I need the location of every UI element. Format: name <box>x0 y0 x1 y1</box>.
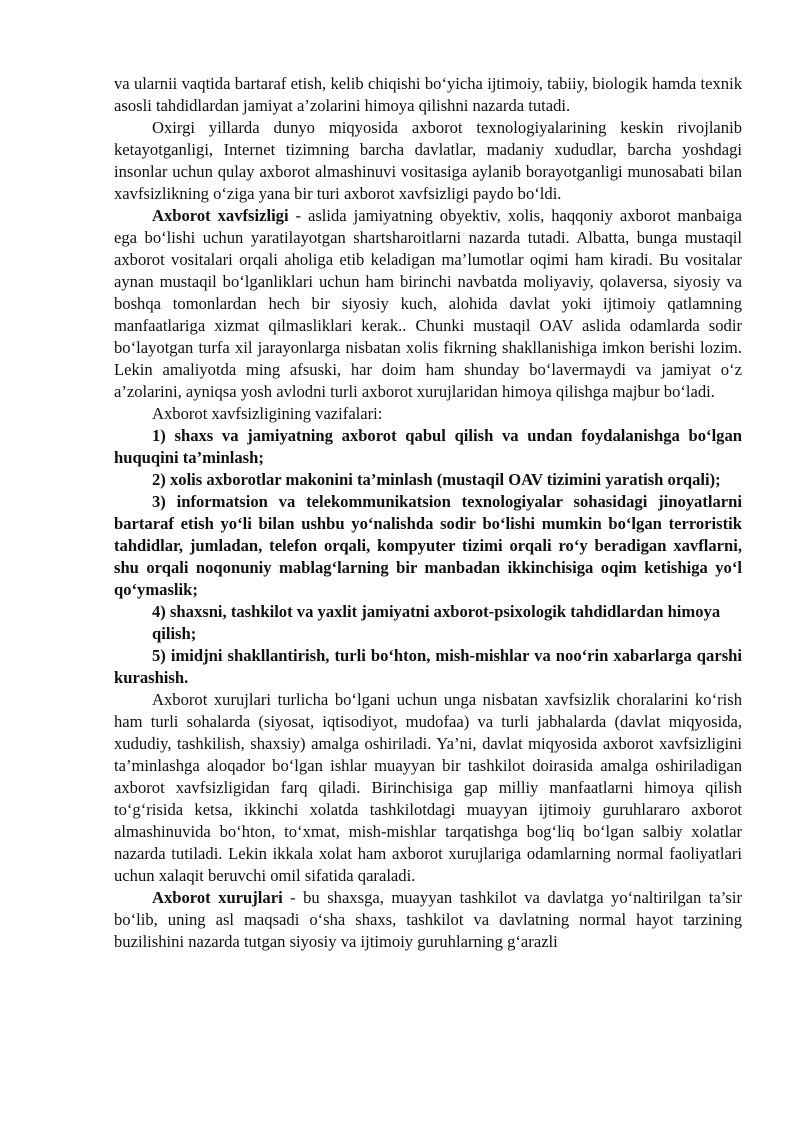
term-axborot-xavfsizligi: Axborot xavfsizligi <box>152 206 289 225</box>
paragraph-definition-attacks <box>114 887 742 953</box>
term-axborot-xurujlari: Axborot xurujlari <box>152 888 283 907</box>
list-item: 1) shaxs va jamiyatning axborot qabul qilish va undan foydalanishga bo‘lgan huquqini ta’minlash; <box>114 426 742 467</box>
paragraph-attacks: Axborot xurujlari turlicha bo‘lgani uchun unga nisbatan xavfsizlik choralarini ko‘rish ham turli sohalarda (siyosat, iqtisodiyot, mudofaa) va turli jabhalarda (davlat miqyosida, xududiy, tashkilish, shaxsiy) amalga oshiriladi. Ya’ni, davlat miqyosida axborot xavfsizligini ta’minlashga aloqador bo‘lgan ishlar muayyan bir tashkilot doirasida amalga oshiriladigan axborot xavfsizligidan farq qiladi. Birinchisiga gap milliy manfaatlarni himoya qilish to‘g‘risida ketsa, ikkinchi xolatda tashkilotdagi muayyan ijtimoiy guruhlararo axborot almashinuvida bo‘hton, to‘xmat, mish-mishlar tarqatishga bog‘liq bo‘lgan salbiy xolatlar nazarda tutiladi. Lekin ikkala xolat ham axborot xurujlariga odamlarning normal faoliyatlari uchun xalaqit beruvchi omil sifatida qaraladi. <box>114 690 742 885</box>
definition-text: - aslida jamiyatning obyektiv, xolis, haqqoniy axborot manbaiga ega bo‘lishi uchun yaratilayotgan shartsharoitlarni nazarda tutadi. Albatta, bunga mustaqil axborot vositalari orqali aholiga etib keladigan ma’lumotlar oqimi ham kiradi. Bu vositalar aynan mustaqil bo‘lganliklari uchun ham birinchi navbatda moliyaviy, qolaversa, siyosiy va boshqa tomonlardan hech bir siyosiy kuch, alohida davlat yoki ijtimoiy qatlamning manfaatlariga xizmat qilmasliklari kerak.. Chunki mustaqil OAV aslida odamlarda sodir bo‘layotgan turfa xil jarayonlarga nisbatan xolis fikrning shakllanishiga imkon berishi lozim. Lekin amaliyotda ming afsuski, har doim ham shunday bo‘lavermaydi va jamiyat o‘z a’zolarini, ayniqsa yosh avlodni turli axborot xurujlaridan himoya qilishga majbur bo‘ladi. <box>114 206 742 401</box>
paragraph-tasks-heading: Axborot xavfsizligining vazifalari: <box>152 404 383 423</box>
document-page <box>114 73 742 953</box>
list-item: 5) imidjni shakllantirish, turli bo‘hton, mish-mishlar va noo‘rin xabarlarga qarshi kurashish. <box>114 646 742 687</box>
list-item: 2) xolis axborotlar makonini ta’minlash (mustaqil OAV tizimini yaratish orqali); <box>152 470 721 489</box>
paragraph-continuation: va ularnii vaqtida bartaraf etish, kelib chiqishi bo‘yicha ijtimoiy, tabiiy, biologik hamda texnik asosli tahdidlardan jamiyat a’zolarini himoya qilishni nazarda tutadi. <box>114 74 742 115</box>
definition-text: - bu shaxsga, muayyan tashkilot va davlatga yo‘naltirilgan ta’sir bo‘lib, uning asl maqsadi o‘sha shaxs, tashkilot va davlatning normal hayot tarzining buzilishini nazarda tutgan siyosiy va ijtimoiy guruhlarning g‘arazli <box>114 888 742 951</box>
list-item: 4) shaxsni, tashkilot va yaxlit jamiyatni axborot-psixologik tahdidlardan himoya <box>152 602 721 621</box>
list-item: 3) informatsion va telekommunikatsion texnologiyalar sohasidagi jinoyatlarni bartaraf etish yo‘li bilan ushbu yo‘nalishda sodir bo‘lishi mumkin bo‘lgan terroristik tahdidlar, jumladan, telefon orqali, kompyuter tizimi orqali ro‘y beradigan xavflarni, shu orqali noqonuniy mablag‘larning bir manbadan ikkinchisiga oqim ketishiga yo‘l qo‘ymaslik; <box>114 492 742 599</box>
paragraph-definition-security <box>114 205 742 403</box>
list-item-continuation: qilish; <box>152 624 197 643</box>
paragraph-internet: Oxirgi yillarda dunyo miqyosida axborot texnologiyalarining keskin rivojlanib ketayotganligi, Internet tizimning barcha davlatlar, madaniy xududlar, barcha yoshdagi insonlar uchun qulay axborot almashinuvi vositasiga aylanib borayotganligi munosabati bilan xavfsizlikning o‘ziga yana bir turi axborot xavfsizligi paydo bo‘ldi. <box>114 118 742 203</box>
